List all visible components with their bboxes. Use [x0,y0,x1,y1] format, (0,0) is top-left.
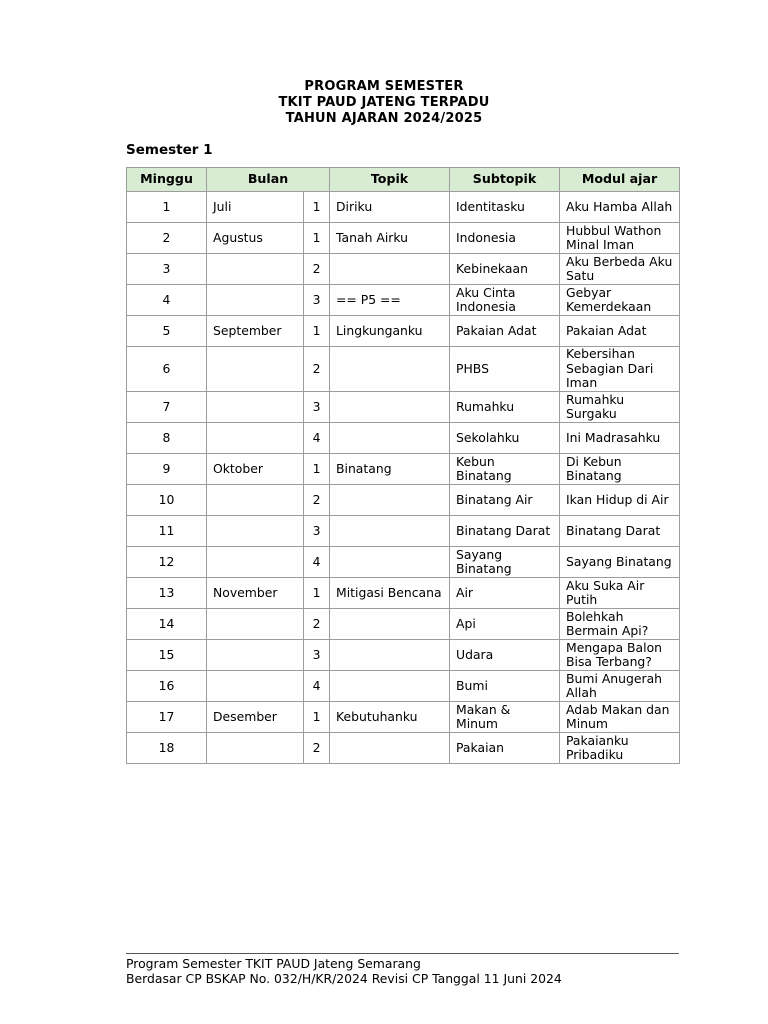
cell-minggu-ke: 4 [304,423,330,454]
cell-modul-ajar: Di Kebun Binatang [560,454,680,485]
title-line-3: TAHUN AJARAN 2024/2025 [285,111,483,126]
cell-modul-ajar: Bolehkah Bermain Api? [560,609,680,640]
cell-minggu: 11 [127,516,207,547]
cell-subtopik: Sekolahku [450,423,560,454]
footer-line-1: Program Semester TKIT PAUD Jateng Semarang [126,956,421,971]
cell-minggu-ke: 1 [304,578,330,609]
cell-minggu-ke: 1 [304,192,330,223]
cell-minggu: 7 [127,392,207,423]
cell-modul-ajar: Ikan Hidup di Air [560,485,680,516]
cell-modul-ajar: Sayang Binatang [560,547,680,578]
cell-bulan [207,423,304,454]
cell-subtopik: Binatang Air [450,485,560,516]
table-row [127,485,680,516]
semester-heading: Semester 1 [126,142,213,158]
cell-bulan: November [207,578,304,609]
cell-topik [330,671,450,702]
cell-subtopik: Kebinekaan [450,254,560,285]
cell-minggu: 18 [127,733,207,764]
footer [126,953,679,986]
cell-minggu: 1 [127,192,207,223]
cell-minggu-ke: 1 [304,223,330,254]
table-row [127,609,680,640]
cell-modul-ajar: Kebersihan Sebagian Dari Iman [560,347,680,392]
cell-minggu: 14 [127,609,207,640]
table-row [127,516,680,547]
cell-subtopik: Bumi [450,671,560,702]
cell-topik: Diriku [330,192,450,223]
table-row [127,640,680,671]
cell-topik: Binatang [330,454,450,485]
cell-topik: == P5 == [330,285,450,316]
header-minggu: Minggu [127,168,207,192]
cell-minggu: 2 [127,223,207,254]
table-row [127,454,680,485]
cell-subtopik: Aku Cinta Indonesia [450,285,560,316]
cell-modul-ajar: Hubbul Wathon Minal Iman [560,223,680,254]
cell-modul-ajar: Bumi Anugerah Allah [560,671,680,702]
cell-subtopik: Indonesia [450,223,560,254]
cell-minggu-ke: 3 [304,516,330,547]
cell-minggu-ke: 2 [304,347,330,392]
cell-minggu-ke: 2 [304,609,330,640]
cell-bulan [207,285,304,316]
document-title [0,79,768,127]
cell-minggu: 10 [127,485,207,516]
cell-minggu: 13 [127,578,207,609]
cell-topik: Mitigasi Bencana [330,578,450,609]
cell-subtopik: Makan & Minum [450,702,560,733]
cell-topik: Lingkunganku [330,316,450,347]
cell-minggu-ke: 4 [304,547,330,578]
table-row [127,392,680,423]
cell-minggu-ke: 3 [304,392,330,423]
cell-minggu-ke: 1 [304,702,330,733]
cell-minggu-ke: 4 [304,671,330,702]
table-row [127,223,680,254]
table-row [127,285,680,316]
cell-minggu: 6 [127,347,207,392]
cell-topik [330,547,450,578]
cell-modul-ajar: Aku Berbeda Aku Satu [560,254,680,285]
cell-bulan [207,516,304,547]
header-topik: Topik [330,168,450,192]
cell-minggu-ke: 3 [304,640,330,671]
cell-topik [330,640,450,671]
cell-minggu: 9 [127,454,207,485]
cell-topik [330,254,450,285]
header-modul-ajar: Modul ajar [560,168,680,192]
cell-bulan [207,254,304,285]
cell-bulan [207,609,304,640]
cell-subtopik: Api [450,609,560,640]
cell-topik [330,423,450,454]
cell-modul-ajar: Rumahku Surgaku [560,392,680,423]
cell-subtopik: Pakaian Adat [450,316,560,347]
cell-topik [330,347,450,392]
cell-modul-ajar: Ini Madrasahku [560,423,680,454]
table-row [127,702,680,733]
cell-modul-ajar: Mengapa Balon Bisa Terbang? [560,640,680,671]
cell-bulan [207,733,304,764]
cell-bulan [207,347,304,392]
table-row [127,671,680,702]
header-bulan: Bulan [207,168,330,192]
cell-subtopik: Air [450,578,560,609]
cell-minggu-ke: 1 [304,454,330,485]
cell-topik [330,485,450,516]
cell-bulan [207,485,304,516]
cell-topik [330,609,450,640]
table-body [127,192,680,764]
cell-subtopik: Binatang Darat [450,516,560,547]
cell-subtopik: Identitasku [450,192,560,223]
table-row [127,316,680,347]
cell-topik: Kebutuhanku [330,702,450,733]
cell-subtopik: Udara [450,640,560,671]
table-row [127,547,680,578]
cell-bulan [207,547,304,578]
cell-minggu: 3 [127,254,207,285]
cell-minggu: 5 [127,316,207,347]
cell-modul-ajar: Aku Suka Air Putih [560,578,680,609]
cell-subtopik: Pakaian [450,733,560,764]
cell-bulan: Oktober [207,454,304,485]
program-semester-table [126,167,680,764]
cell-subtopik: Sayang Binatang [450,547,560,578]
cell-bulan [207,671,304,702]
cell-minggu: 17 [127,702,207,733]
cell-bulan: Desember [207,702,304,733]
cell-minggu-ke: 1 [304,316,330,347]
cell-bulan: September [207,316,304,347]
cell-modul-ajar: Binatang Darat [560,516,680,547]
footer-line-2: Berdasar CP BSKAP No. 032/H/KR/2024 Revisi CP Tanggal 11 Juni 2024 [126,971,562,986]
cell-minggu: 4 [127,285,207,316]
cell-modul-ajar: Gebyar Kemerdekaan [560,285,680,316]
table-row [127,733,680,764]
cell-subtopik: PHBS [450,347,560,392]
cell-minggu: 16 [127,671,207,702]
cell-modul-ajar: Adab Makan dan Minum [560,702,680,733]
table-row [127,192,680,223]
cell-modul-ajar: Aku Hamba Allah [560,192,680,223]
cell-minggu: 8 [127,423,207,454]
table-row [127,423,680,454]
cell-minggu-ke: 2 [304,254,330,285]
cell-minggu-ke: 3 [304,285,330,316]
cell-bulan: Juli [207,192,304,223]
table-row [127,578,680,609]
header-subtopik: Subtopik [450,168,560,192]
table-row [127,254,680,285]
title-line-2: TKIT PAUD JATENG TERPADU [278,95,490,110]
cell-minggu: 15 [127,640,207,671]
title-line-1: PROGRAM SEMESTER [304,79,464,94]
cell-topik: Tanah Airku [330,223,450,254]
cell-subtopik: Rumahku [450,392,560,423]
cell-modul-ajar: Pakaianku Pribadiku [560,733,680,764]
cell-minggu-ke: 2 [304,733,330,764]
cell-subtopik: Kebun Binatang [450,454,560,485]
cell-modul-ajar: Pakaian Adat [560,316,680,347]
cell-minggu-ke: 2 [304,485,330,516]
cell-topik [330,516,450,547]
cell-topik [330,733,450,764]
cell-topik [330,392,450,423]
cell-bulan: Agustus [207,223,304,254]
table-row [127,347,680,392]
cell-bulan [207,392,304,423]
cell-minggu: 12 [127,547,207,578]
table-header-row [127,168,680,192]
cell-bulan [207,640,304,671]
